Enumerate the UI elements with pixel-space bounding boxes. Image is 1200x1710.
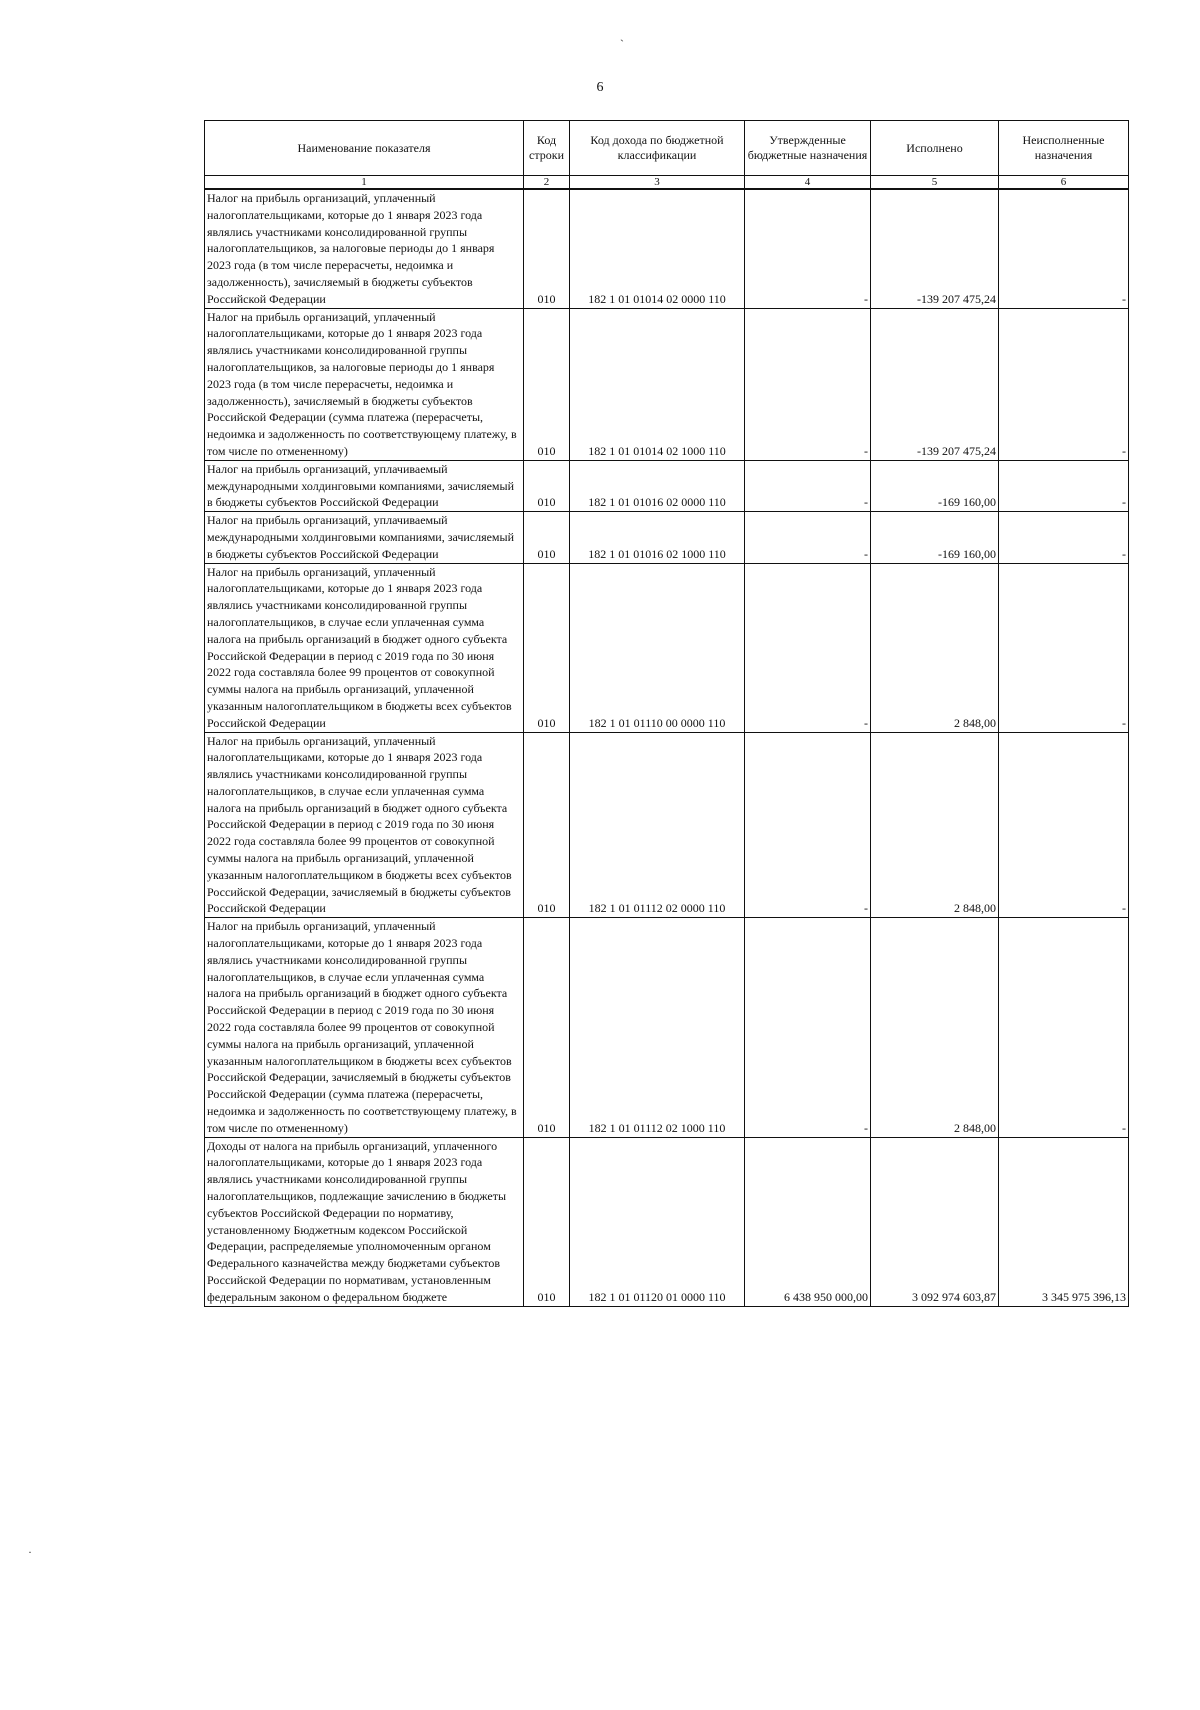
classification-code: 182 1 01 01016 02 1000 110: [570, 512, 745, 563]
line-code: 010: [524, 460, 570, 511]
header-approved-budget: Утвержденные бюджетные назначения: [745, 121, 871, 176]
header-indicator-name: Наименование показателя: [205, 121, 524, 176]
classification-code: 182 1 01 01120 01 0000 110: [570, 1137, 745, 1306]
approved-amount: -: [745, 189, 871, 308]
unexecuted-amount: -: [999, 732, 1129, 918]
approved-amount: -: [745, 918, 871, 1137]
column-number: 2: [524, 176, 570, 190]
header-line-code: Код строки: [524, 121, 570, 176]
table-row: [205, 308, 1129, 460]
executed-amount: 2 848,00: [871, 732, 999, 918]
unexecuted-amount: -: [999, 512, 1129, 563]
executed-amount: -139 207 475,24: [871, 308, 999, 460]
table-row: [205, 512, 1129, 563]
column-number: 1: [205, 176, 524, 190]
approved-amount: -: [745, 732, 871, 918]
column-number-row: [205, 176, 1129, 190]
unexecuted-amount: 3 345 975 396,13: [999, 1137, 1129, 1306]
line-code: 010: [524, 918, 570, 1137]
unexecuted-amount: -: [999, 189, 1129, 308]
unexecuted-amount: -: [999, 563, 1129, 732]
approved-amount: -: [745, 308, 871, 460]
classification-code: 182 1 01 01110 00 0000 110: [570, 563, 745, 732]
column-number: 3: [570, 176, 745, 190]
table-row: [205, 732, 1129, 918]
indicator-name: Налог на прибыль организаций, уплаченный налогоплательщиками, которые до 1 января 2023 года являлись участниками консолидированной группы налогоплательщиков, за налоговые периоды до 1 января 2023 года (в том числе перерасчеты, недоимка и задолженность), зачисляемый в бюджеты субъектов Российской Федерации (сумма платежа (перерасчеты, недоимка и задолженность по соответствующему платежу, в том числе по отмененному): [205, 308, 524, 460]
header-unexecuted: Неисполненные назначения: [999, 121, 1129, 176]
classification-code: 182 1 01 01016 02 0000 110: [570, 460, 745, 511]
executed-amount: 2 848,00: [871, 918, 999, 1137]
table-row: [205, 563, 1129, 732]
approved-amount: -: [745, 512, 871, 563]
indicator-name: Налог на прибыль организаций, уплачиваемый международными холдинговыми компаниями, зачисляемый в бюджеты субъектов Российской Федерации: [205, 460, 524, 511]
table-row: [205, 1137, 1129, 1306]
indicator-name: Доходы от налога на прибыль организаций, уплаченного налогоплательщиками, которые до 1 января 2023 года являлись участниками консолидированной группы налогоплательщиков, подлежащие зачислению в бюджеты субъектов Российской Федерации по нормативу, установленному Бюджетным кодексом Российской Федерации, распределяемые уполномоченным органом Федерального казначейства между бюджетами субъектов Российской Федерации по нормативам, установленным федеральным законом о федеральном бюджете: [205, 1137, 524, 1306]
line-code: 010: [524, 308, 570, 460]
executed-amount: 2 848,00: [871, 563, 999, 732]
scan-speck: ˏ: [620, 28, 624, 42]
indicator-name: Налог на прибыль организаций, уплаченный налогоплательщиками, которые до 1 января 2023 года являлись участниками консолидированной группы налогоплательщиков, в случае если уплаченная сумма налога на прибыль организаций в бюджет одного субъекта Российской Федерации в период с 2019 года по 30 июня 2022 года составляла более 99 процентов от совокупной суммы налога на прибыль организаций, уплаченной указанным налогоплательщиком в бюджеты всех субъектов Российской Федерации: [205, 563, 524, 732]
header-executed: Исполнено: [871, 121, 999, 176]
approved-amount: -: [745, 460, 871, 511]
page-number: 6: [596, 80, 604, 95]
approved-amount: 6 438 950 000,00: [745, 1137, 871, 1306]
scan-speck: ·: [28, 1545, 32, 1559]
classification-code: 182 1 01 01014 02 0000 110: [570, 189, 745, 308]
column-number: 4: [745, 176, 871, 190]
header-row: [205, 121, 1129, 176]
table-row: [205, 460, 1129, 511]
header-budget-classification-code: Код дохода по бюджетной классификации: [570, 121, 745, 176]
classification-code: 182 1 01 01014 02 1000 110: [570, 308, 745, 460]
table-row: [205, 918, 1129, 1137]
line-code: 010: [524, 189, 570, 308]
line-code: 010: [524, 563, 570, 732]
executed-amount: -169 160,00: [871, 460, 999, 511]
indicator-name: Налог на прибыль организаций, уплачиваемый международными холдинговыми компаниями, зачисляемый в бюджеты субъектов Российской Федерации: [205, 512, 524, 563]
executed-amount: -139 207 475,24: [871, 189, 999, 308]
indicator-name: Налог на прибыль организаций, уплаченный налогоплательщиками, которые до 1 января 2023 года являлись участниками консолидированной группы налогоплательщиков, в случае если уплаченная сумма налога на прибыль организаций в бюджет одного субъекта Российской Федерации в период с 2019 года по 30 июня 2022 года составляла более 99 процентов от совокупной суммы налога на прибыль организаций, уплаченной указанным налогоплательщиком в бюджеты всех субъектов Российской Федерации, зачисляемый в бюджеты субъектов Российской Федерации (сумма платежа (перерасчеты, недоимка и задолженность по соответствующему платежу, в том числе по отмененному): [205, 918, 524, 1137]
budget-execution-table: [204, 120, 1129, 1307]
classification-code: 182 1 01 01112 02 1000 110: [570, 918, 745, 1137]
table-row: [205, 189, 1129, 308]
indicator-name: Налог на прибыль организаций, уплаченный налогоплательщиками, которые до 1 января 2023 года являлись участниками консолидированной группы налогоплательщиков, за налоговые периоды до 1 января 2023 года (в том числе перерасчеты, недоимка и задолженность), зачисляемый в бюджеты субъектов Российской Федерации: [205, 189, 524, 308]
line-code: 010: [524, 1137, 570, 1306]
column-number: 6: [999, 176, 1129, 190]
unexecuted-amount: -: [999, 308, 1129, 460]
column-number: 5: [871, 176, 999, 190]
line-code: 010: [524, 732, 570, 918]
indicator-name: Налог на прибыль организаций, уплаченный налогоплательщиками, которые до 1 января 2023 года являлись участниками консолидированной группы налогоплательщиков, в случае если уплаченная сумма налога на прибыль организаций в бюджет одного субъекта Российской Федерации в период с 2019 года по 30 июня 2022 года составляла более 99 процентов от совокупной суммы налога на прибыль организаций, уплаченной указанным налогоплательщиком в бюджеты всех субъектов Российской Федерации, зачисляемый в бюджеты субъектов Российской Федерации: [205, 732, 524, 918]
executed-amount: -169 160,00: [871, 512, 999, 563]
approved-amount: -: [745, 563, 871, 732]
unexecuted-amount: -: [999, 918, 1129, 1137]
classification-code: 182 1 01 01112 02 0000 110: [570, 732, 745, 918]
unexecuted-amount: -: [999, 460, 1129, 511]
line-code: 010: [524, 512, 570, 563]
executed-amount: 3 092 974 603,87: [871, 1137, 999, 1306]
